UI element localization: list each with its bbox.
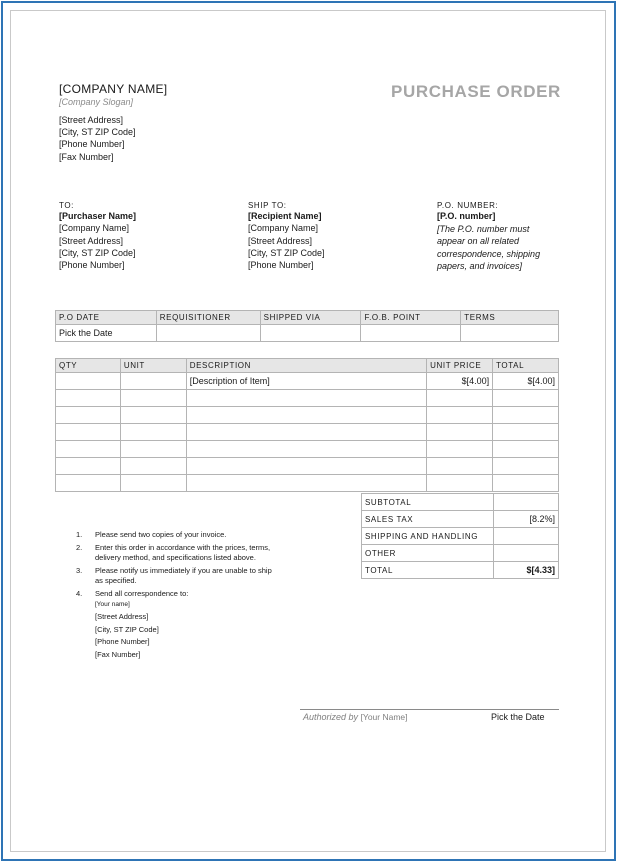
note-text: delivery method, and specifications listed above.	[95, 553, 256, 562]
description-cell[interactable]	[186, 475, 426, 492]
terms-cell[interactable]	[461, 325, 559, 342]
po-note-line-4: papers, and invoices]	[437, 261, 523, 271]
table-row	[56, 407, 559, 424]
shipping-label: SHIPPING AND HANDLING	[362, 528, 494, 545]
description-cell[interactable]	[186, 441, 426, 458]
items-table	[55, 358, 559, 492]
list-item	[76, 543, 272, 563]
contact-fax[interactable]: [Fax Number]	[95, 649, 141, 659]
company-city[interactable]: [City, ST ZIP Code]	[59, 127, 136, 137]
note-text: Send all correspondence to:	[95, 589, 189, 598]
ship-to-city[interactable]: [City, ST ZIP Code]	[248, 248, 325, 258]
list-item	[76, 530, 272, 540]
total-value: $[4.33]	[493, 562, 558, 579]
line-total-cell: $[4.00]	[493, 373, 559, 390]
qty-cell[interactable]	[56, 407, 121, 424]
totals-table	[361, 493, 559, 579]
ship-to-phone[interactable]: [Phone Number]	[248, 260, 314, 270]
sales-tax-label: SALES TAX	[362, 511, 494, 528]
total-row	[362, 562, 559, 579]
qty-cell[interactable]	[56, 441, 121, 458]
contact-street[interactable]: [Street Address]	[95, 612, 149, 621]
instructions-list	[76, 530, 272, 664]
description-cell[interactable]	[186, 424, 426, 441]
other-value[interactable]	[493, 545, 558, 562]
to-label: TO:	[59, 201, 74, 210]
qty-cell[interactable]	[56, 424, 121, 441]
unit-price-cell[interactable]	[427, 407, 493, 424]
contact-city[interactable]: [City, ST ZIP Code]	[95, 624, 159, 634]
unit-price-cell[interactable]: $[4.00]	[427, 373, 493, 390]
qty-cell[interactable]	[56, 390, 121, 407]
line-total-cell	[493, 475, 559, 492]
other-row	[362, 545, 559, 562]
terms-header: TERMS	[461, 311, 559, 325]
fob-point-cell[interactable]	[361, 325, 461, 342]
po-note-line-1: [The P.O. number must	[437, 224, 530, 234]
po-date-header: P.O DATE	[56, 311, 157, 325]
unit-cell[interactable]	[120, 424, 186, 441]
po-note-line-3: correspondence, shipping	[437, 249, 541, 259]
list-item	[76, 589, 272, 661]
ship-to-label: SHIP TO:	[248, 201, 287, 210]
authorized-by-label: Authorized by	[303, 712, 359, 722]
table-row	[56, 458, 559, 475]
purchaser-name[interactable]: [Purchaser Name]	[59, 211, 137, 221]
qty-header: QTY	[56, 359, 121, 373]
unit-price-cell[interactable]	[427, 390, 493, 407]
unit-price-cell[interactable]	[427, 424, 493, 441]
signature-line	[300, 709, 559, 710]
other-label: OTHER	[362, 545, 494, 562]
authorized-name[interactable]: [Your Name]	[360, 712, 408, 722]
table-row	[56, 373, 559, 390]
unit-price-header: UNIT PRICE	[427, 359, 493, 373]
sales-tax-row	[362, 511, 559, 528]
signature-date-picker[interactable]: Pick the Date	[491, 712, 545, 722]
authorized-by	[303, 712, 408, 722]
unit-price-cell[interactable]	[427, 475, 493, 492]
qty-cell[interactable]	[56, 475, 121, 492]
order-info-header-row	[56, 311, 559, 325]
shipping-value[interactable]	[493, 528, 558, 545]
subtotal-value	[493, 494, 558, 511]
order-info-table	[55, 310, 559, 342]
ship-to-street[interactable]: [Street Address]	[248, 236, 313, 246]
total-label: TOTAL	[362, 562, 494, 579]
to-company[interactable]: [Company Name]	[59, 223, 130, 233]
shipping-row	[362, 528, 559, 545]
qty-cell[interactable]	[56, 373, 121, 390]
ship-to-company[interactable]: [Company Name]	[248, 223, 319, 233]
po-number-label: P.O. NUMBER:	[437, 201, 499, 210]
note-number: 1.	[76, 530, 83, 539]
items-header-row	[56, 359, 559, 373]
recipient-name[interactable]: [Recipient Name]	[248, 211, 322, 221]
total-header: TOTAL	[493, 359, 559, 373]
subtotal-label: SUBTOTAL	[362, 494, 494, 511]
note-number: 4.	[76, 589, 83, 598]
description-cell[interactable]: [Description of Item]	[186, 373, 426, 390]
description-cell[interactable]	[186, 407, 426, 424]
unit-cell[interactable]	[120, 441, 186, 458]
description-header: DESCRIPTION	[186, 359, 426, 373]
unit-header: UNIT	[120, 359, 186, 373]
line-total-cell	[493, 458, 559, 475]
line-total-cell	[493, 424, 559, 441]
note-text: Enter this order in accordance with the prices, terms,	[95, 543, 271, 552]
line-total-cell	[493, 390, 559, 407]
order-info-value-row	[56, 325, 559, 342]
fob-point-header: F.O.B. POINT	[361, 311, 461, 325]
to-phone[interactable]: [Phone Number]	[59, 260, 125, 270]
table-row	[56, 390, 559, 407]
unit-cell[interactable]	[120, 373, 186, 390]
company-name[interactable]: [COMPANY NAME]	[59, 82, 168, 96]
contact-phone[interactable]: [Phone Number]	[95, 637, 150, 646]
unit-cell[interactable]	[120, 390, 186, 407]
unit-price-cell[interactable]	[427, 458, 493, 475]
table-row	[56, 424, 559, 441]
shipped-via-header: SHIPPED VIA	[260, 311, 361, 325]
qty-cell[interactable]	[56, 458, 121, 475]
to-city[interactable]: [City, ST ZIP Code]	[59, 248, 136, 258]
requisitioner-header: REQUISITIONER	[156, 311, 260, 325]
note-number: 3.	[76, 566, 83, 575]
note-number: 2.	[76, 543, 83, 552]
shipped-via-cell[interactable]	[260, 325, 361, 342]
requisitioner-cell[interactable]	[156, 325, 260, 342]
po-note-line-2: appear on all related	[437, 236, 520, 246]
unit-cell[interactable]	[120, 407, 186, 424]
company-slogan[interactable]: [Company Slogan]	[59, 97, 134, 107]
contact-name[interactable]: [Your name]	[95, 601, 130, 608]
line-total-cell	[493, 441, 559, 458]
unit-cell[interactable]	[120, 458, 186, 475]
po-number-value[interactable]: [P.O. number]	[437, 211, 496, 221]
company-phone[interactable]: [Phone Number]	[59, 139, 125, 149]
description-cell[interactable]	[186, 458, 426, 475]
subtotal-row	[362, 494, 559, 511]
po-date-picker[interactable]: Pick the Date	[56, 325, 157, 342]
note-text: Please notify us immediately if you are unable to ship	[95, 566, 272, 575]
document-title: PURCHASE ORDER	[391, 82, 561, 101]
list-item	[76, 566, 272, 586]
table-row	[56, 475, 559, 492]
description-cell[interactable]	[186, 390, 426, 407]
company-street[interactable]: [Street Address]	[59, 115, 124, 125]
line-total-cell	[493, 407, 559, 424]
note-text: as specified.	[95, 576, 137, 585]
unit-cell[interactable]	[120, 475, 186, 492]
to-street[interactable]: [Street Address]	[59, 236, 124, 246]
note-text: Please send two copies of your invoice.	[95, 530, 227, 539]
sales-tax-value[interactable]: [8.2%]	[493, 511, 558, 528]
company-fax[interactable]: [Fax Number]	[59, 152, 114, 162]
table-row	[56, 441, 559, 458]
unit-price-cell[interactable]	[427, 441, 493, 458]
